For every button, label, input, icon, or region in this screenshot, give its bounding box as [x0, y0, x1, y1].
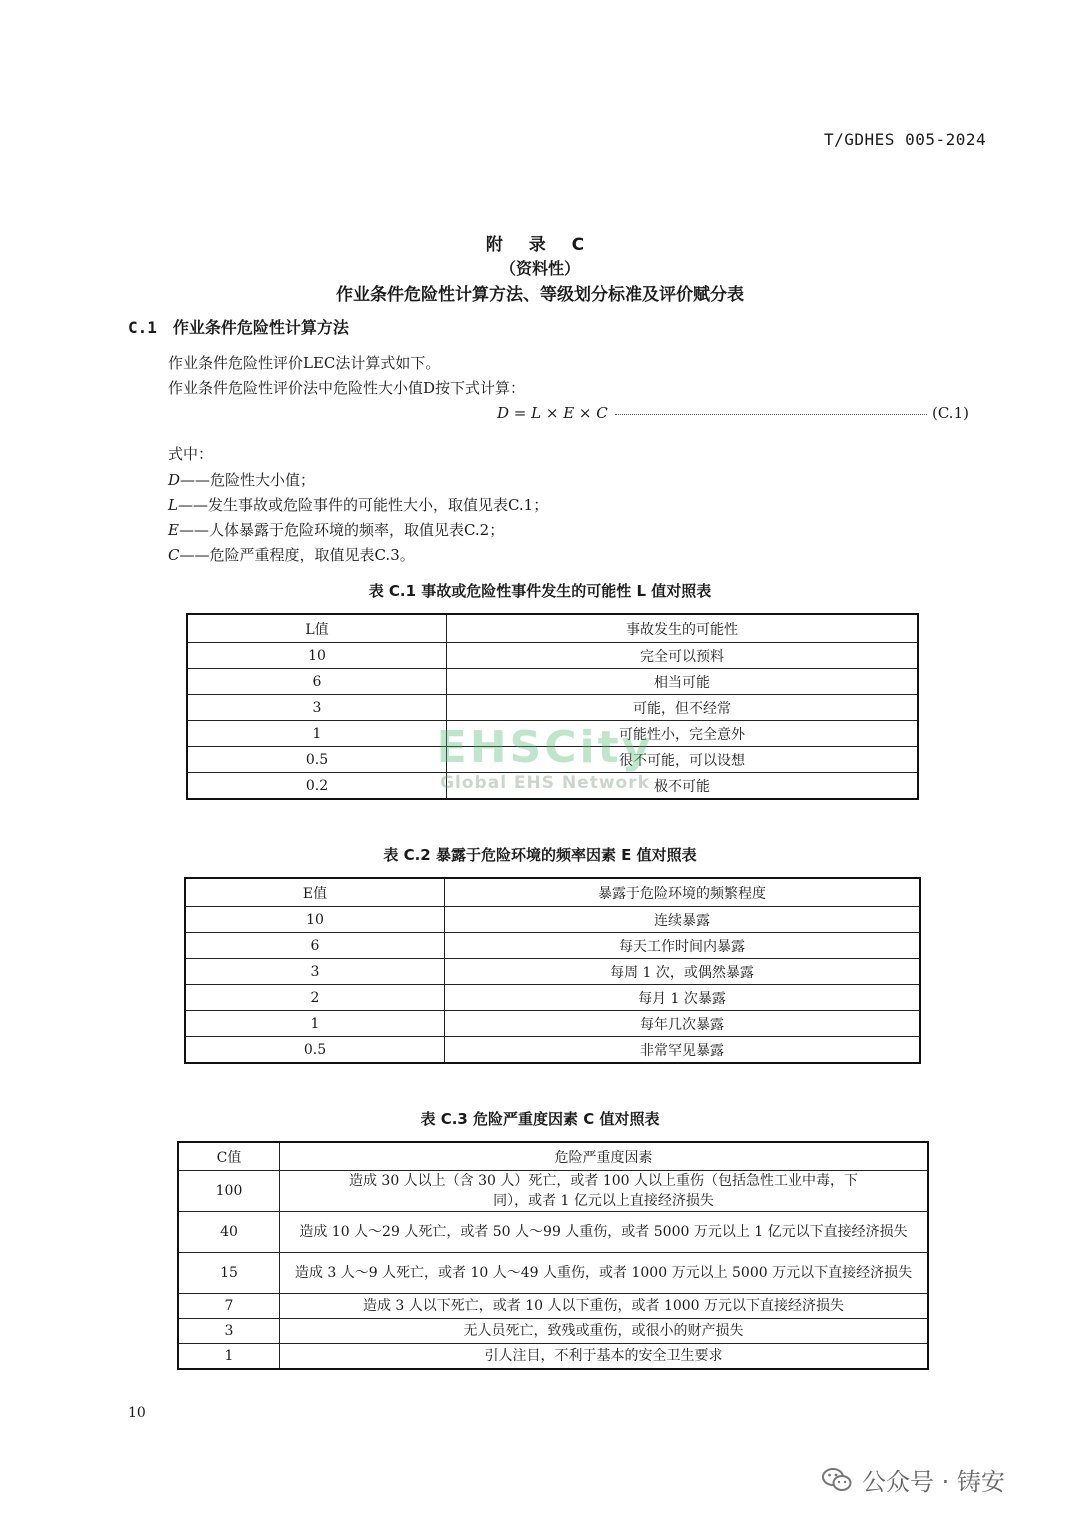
table-cell: 0.2 — [187, 773, 447, 800]
watermark-tagline: Global EHS Network — [440, 773, 650, 793]
table-cell: 0.5 — [187, 747, 447, 773]
column-header: 暴露于危险环境的频繁程度 — [445, 878, 921, 907]
where-label: 式中： — [168, 445, 214, 463]
table-cell: 10 — [185, 907, 445, 933]
table-cell: 造成 30 人以上（含 30 人）死亡，或者 100 人以上重伤（包括急性工业中毒，下同），或者 1 亿元以上直接经济损失 — [280, 1171, 929, 1212]
table-cell: 3 — [187, 695, 447, 721]
table-cell: 可能，但不经常 — [447, 695, 919, 721]
column-header: C值 — [178, 1142, 280, 1171]
variable-symbol: L — [168, 496, 178, 514]
table-cell: 每月 1 次暴露 — [445, 985, 921, 1011]
table-cell: 连续暴露 — [445, 907, 921, 933]
table-row — [185, 1011, 920, 1037]
table-row — [178, 1319, 928, 1344]
wechat-icon — [822, 1467, 852, 1493]
table-cell: 1 — [178, 1344, 280, 1370]
column-header: E值 — [185, 878, 445, 907]
table-cell: 引人注目，不利于基本的安全卫生要求 — [280, 1344, 929, 1370]
formula: D = L × E × C — [497, 404, 608, 422]
table-cell: 可能性小，完全意外 — [447, 721, 919, 747]
table-cell: 无人员死亡，致残或重伤，或很小的财产损失 — [280, 1319, 929, 1344]
table-cell: 完全可以预料 — [447, 643, 919, 669]
section-number: C.1 — [128, 318, 157, 337]
table-cell: 每天工作时间内暴露 — [445, 933, 921, 959]
watermark — [400, 723, 690, 793]
paragraph: 作业条件危险性评价LEC法计算式如下。 — [168, 354, 441, 372]
table-cell: 7 — [178, 1294, 280, 1319]
page-number: 10 — [128, 1405, 146, 1421]
table-row — [187, 695, 918, 721]
appendix-subtitle: （资料性） — [499, 259, 580, 278]
section-title: 作业条件危险性计算方法 — [172, 318, 349, 337]
table-row — [178, 1171, 928, 1212]
table-cell: 极不可能 — [447, 773, 919, 800]
appendix-main-title: 作业条件危险性计算方法、等级划分标准及评价赋分表 — [336, 285, 744, 305]
table-row — [178, 1212, 928, 1253]
table-cell: 1 — [187, 721, 447, 747]
table-cell: 40 — [178, 1212, 280, 1253]
document-code: T/GDHES 005-2024 — [824, 130, 987, 149]
variable-symbol: E — [168, 521, 179, 539]
table-row — [185, 933, 920, 959]
variable-symbol: C — [168, 546, 180, 564]
table-cell: 1 — [185, 1011, 445, 1037]
variable-definition: ——人体暴露于危险环境的频率，取值见表C.2； — [178, 521, 505, 539]
column-header: 事故发生的可能性 — [447, 614, 919, 643]
table-row — [178, 1253, 928, 1294]
variable-definition: ——危险严重程度，取值见表C.3。 — [179, 546, 415, 564]
table-row — [185, 1037, 920, 1064]
table-cell: 6 — [185, 933, 445, 959]
table-row — [187, 643, 918, 669]
appendix-title: 附 录 C — [485, 235, 595, 255]
table-cell: 相当可能 — [447, 669, 919, 695]
section-heading — [128, 315, 349, 338]
table-row — [185, 985, 920, 1011]
table-cell: 100 — [178, 1171, 280, 1212]
wechat-account-mark[interactable] — [822, 1462, 1005, 1497]
paragraph: 作业条件危险性评价法中危险性大小值D按下式计算： — [168, 379, 526, 397]
table-header-row — [178, 1142, 928, 1171]
table-cell: 15 — [178, 1253, 280, 1294]
variable-definition: ——发生事故或危险事件的可能性大小，取值见表C.1； — [177, 496, 549, 514]
wechat-account-name: 公众号 · 铸安 — [862, 1468, 1005, 1496]
table-cell: 3 — [185, 959, 445, 985]
table-header-row — [187, 614, 918, 643]
table-e-values — [184, 877, 921, 1064]
table-cell: 0.5 — [185, 1037, 445, 1064]
table-row — [187, 669, 918, 695]
table-cell: 2 — [185, 985, 445, 1011]
where-item — [168, 519, 504, 540]
where-item — [168, 494, 548, 515]
table-cell: 造成 3 人以下死亡，或者 10 人以下重伤，或者 1000 万元以下直接经济损失 — [280, 1294, 929, 1319]
table-caption: 表 C.2 暴露于危险环境的频率因素 E 值对照表 — [383, 846, 697, 864]
table-cell: 每年几次暴露 — [445, 1011, 921, 1037]
table-caption: 表 C.3 危险严重度因素 C 值对照表 — [420, 1110, 660, 1128]
table-cell: 3 — [178, 1319, 280, 1344]
table-cell: 每周 1 次，或偶然暴露 — [445, 959, 921, 985]
where-item — [168, 469, 315, 490]
table-row — [185, 959, 920, 985]
table-cell: 6 — [187, 669, 447, 695]
column-header: 危险严重度因素 — [280, 1142, 929, 1171]
where-item — [168, 544, 415, 565]
variable-symbol: D — [168, 471, 181, 489]
table-cell: 10 — [187, 643, 447, 669]
dot-leader — [615, 404, 927, 415]
table-row — [178, 1344, 928, 1370]
variable-definition: ——危险性大小值； — [180, 471, 316, 489]
table-c-values — [177, 1141, 929, 1370]
table-row — [185, 907, 920, 933]
table-cell: 很不可能，可以设想 — [447, 747, 919, 773]
table-caption: 表 C.1 事故或危险性事件发生的可能性 L 值对照表 — [368, 582, 712, 600]
watermark-brand: EHSCity — [436, 722, 654, 773]
column-header: L值 — [187, 614, 447, 643]
formula-number: (C.1) — [932, 404, 969, 422]
table-cell: 造成 10 人～29 人死亡，或者 50 人～99 人重伤，或者 5000 万元以上 1 亿元以下直接经济损失 — [280, 1212, 929, 1253]
table-row — [178, 1294, 928, 1319]
table-cell: 造成 3 人～9 人死亡，或者 10 人～49 人重伤，或者 1000 万元以上 5000 万元以下直接经济损失 — [280, 1253, 929, 1294]
table-cell: 非常罕见暴露 — [445, 1037, 921, 1064]
table-header-row — [185, 878, 920, 907]
